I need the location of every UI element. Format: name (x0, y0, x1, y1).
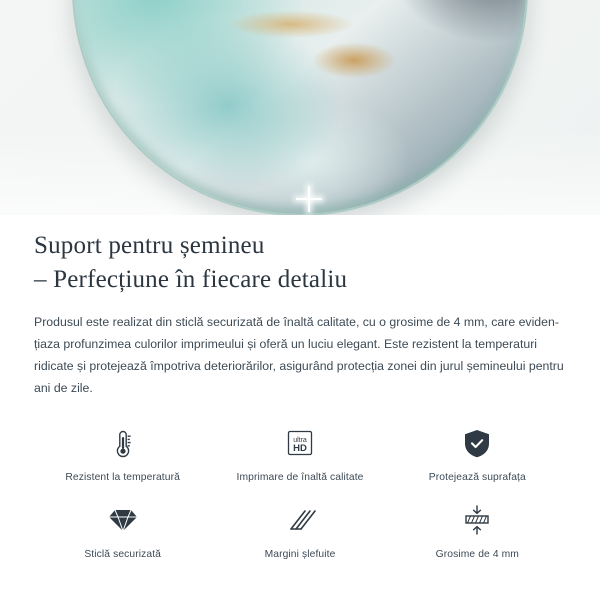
title-line-1: Suport pentru șemineu (34, 232, 265, 259)
svg-text:HD: HD (293, 442, 307, 454)
feature-label: Rezistent la temperatură (65, 471, 180, 483)
content-area (0, 229, 600, 560)
page-title (34, 229, 566, 296)
glass-panel-image (72, 0, 528, 215)
feature-item-tempered-glass (34, 499, 211, 560)
feature-item-thickness (389, 499, 566, 560)
description-paragraph: Produsul este realizat din sticlă securizată de înaltă calitate, cu o grosime de 4 mm, care eviden-țiaza profunzimea culorilor imprimeului și oferă un luciu elegant. Este rezistent la temperaturi ridicate și protejează împotriva deteriorărilor, asigurând protecția zonei din jurul șemineului pentru ani de zile. (34, 315, 564, 395)
diamond-icon (100, 499, 146, 541)
feature-item-print-quality (211, 422, 388, 483)
shield-check-icon (454, 422, 500, 464)
feature-grid (34, 422, 566, 560)
feature-label: Grosime de 4 mm (435, 548, 519, 560)
feature-item-temperature (34, 422, 211, 483)
feature-item-surface-protection (389, 422, 566, 483)
feature-label: Sticlă securizată (84, 548, 161, 560)
feature-label: Margini șlefuite (264, 548, 336, 560)
feature-label: Imprimare de înaltă calitate (236, 471, 364, 483)
feature-label: Protejează suprafața (428, 471, 526, 483)
thermometer-icon (100, 422, 146, 464)
marble-pattern (74, 0, 526, 214)
polished-edges-icon (277, 499, 323, 541)
hero-image (0, 0, 600, 215)
title-line-2: – Perfecțiune în fiecare detaliu (34, 265, 348, 293)
thickness-icon (454, 499, 500, 541)
ultra-hd-icon (277, 422, 323, 464)
svg-text:ultra: ultra (293, 436, 307, 444)
feature-item-polished-edges (211, 499, 388, 560)
